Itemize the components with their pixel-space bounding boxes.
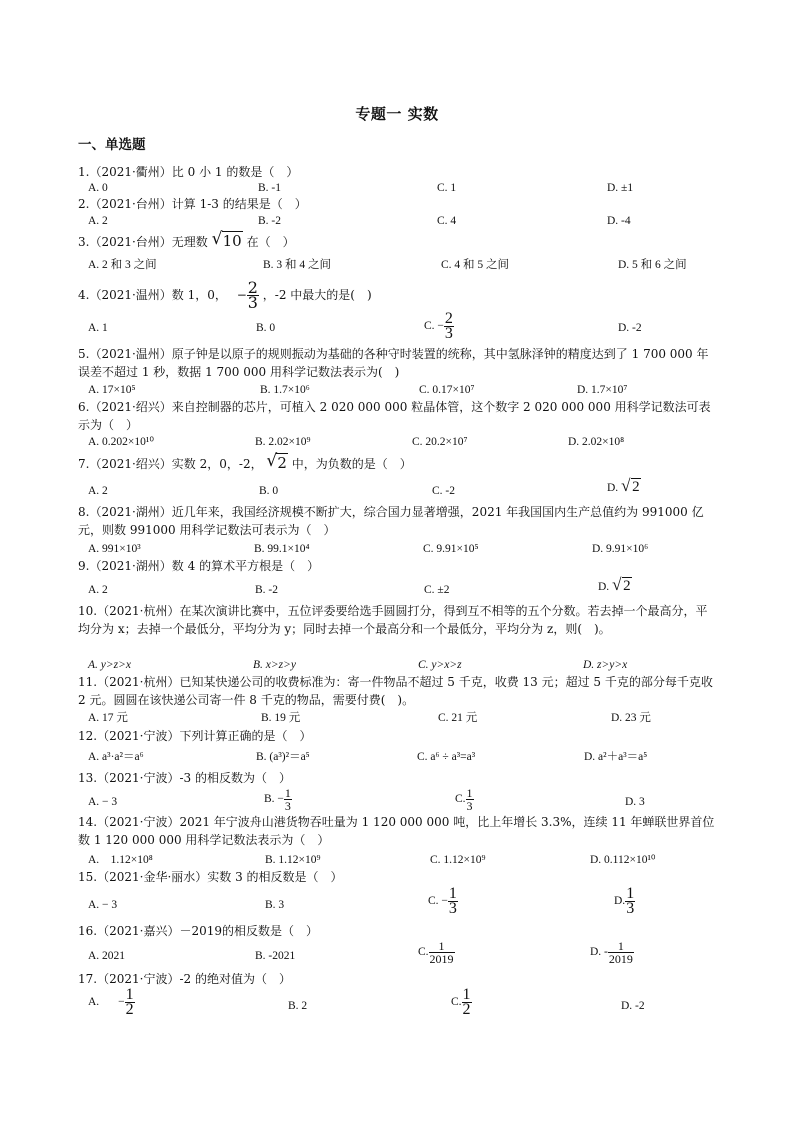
- q16-option-b: B. -2021: [255, 950, 296, 962]
- q3-text-post: 在（ ）: [246, 235, 295, 249]
- q17-option-a: [88, 988, 135, 1017]
- q15-option-d-denominator: 3: [626, 900, 635, 917]
- q17-option-d: D. -2: [621, 1000, 645, 1012]
- q16-option-c-denominator: 2019: [429, 952, 454, 966]
- q14-option-b: B. 1.12×10⁹: [265, 854, 321, 866]
- q7-option-d-radicand: 2: [632, 479, 640, 495]
- q14-option-a: A. 1.12×10⁸: [88, 854, 153, 866]
- q15-option-b: B. 3: [265, 899, 285, 911]
- q2-option-d: D. -4: [607, 215, 631, 227]
- question-10: 10.（2021·杭州）在某次演讲比赛中，五位评委要给选手圆圆打分，得到互不相等的五个分数。若去掉一个最高分，平均分为 x；去掉一个最低分，平均分为 y；同时去掉一个最高分和一个最低分，平均分为 z，则( )。: [78, 604, 708, 636]
- q4-option-a: A. 1: [88, 322, 108, 334]
- question-17: 17.（2021·宁波）-2 的绝对值为（ ）: [78, 972, 291, 986]
- page-title: 专题一 实数: [355, 105, 439, 123]
- q17-option-a-denominator: 2: [125, 1001, 134, 1018]
- q17-option-c-numerator: 1: [462, 986, 471, 1003]
- q7-option-a: A. 2: [88, 485, 108, 497]
- q6-option-b: B. 2.02×10⁹: [255, 436, 311, 448]
- q2-option-a: A. 2: [88, 215, 108, 227]
- sqrt-expression: √ 2: [612, 575, 631, 594]
- q13-option-d: D. 3: [625, 796, 645, 808]
- q4-option-b: B. 0: [256, 322, 276, 334]
- question-6: 6.（2021·绍兴）来自控制器的芯片，可植入 2 020 000 000 粒晶体管，这个数字 2 020 000 000 用科学记数法可表示为（ ）: [78, 400, 711, 432]
- question-9: 9.（2021·湖州）数 4 的算术平方根是（ ）: [78, 559, 320, 573]
- q15-option-d-numerator: 1: [626, 885, 635, 902]
- q9-option-d-prefix: D.: [598, 581, 610, 593]
- q8-option-d: D. 9.91×10⁶: [592, 543, 649, 555]
- q15-option-c-denominator: 3: [448, 900, 457, 917]
- q5-option-c: C. 0.17×10⁷: [419, 384, 475, 396]
- q8-option-a: A. 991×10³: [88, 543, 141, 555]
- q12-option-b: B. (a³)²＝a⁵: [256, 751, 310, 763]
- q17-option-a-neg: −: [118, 996, 125, 1009]
- q7-text-pre: 7.（2021·绍兴）实数 2，0，-2，: [78, 457, 263, 471]
- fraction: [284, 787, 292, 812]
- q9-option-d-radicand: 2: [623, 578, 631, 594]
- q15-option-c-numerator: 1: [448, 885, 457, 902]
- q13-option-c-denominator: 3: [466, 799, 473, 813]
- q12-option-c: C. a⁶ ÷ a³=a³: [417, 751, 476, 763]
- q10-option-d: D. z>y>x: [583, 659, 628, 671]
- q2-option-b: B. -2: [258, 215, 281, 227]
- q14-option-c: C. 1.12×10⁹: [430, 854, 486, 866]
- q10-option-c: C. y>x>z: [418, 659, 462, 671]
- q4-option-c-denominator: 3: [444, 325, 453, 342]
- q7-option-d: [607, 476, 641, 496]
- q13-option-b-prefix: B. −: [264, 793, 284, 806]
- q16-option-a: A. 2021: [88, 950, 126, 962]
- q3-radicand: 10: [222, 232, 242, 250]
- q4-option-c-numerator: 2: [444, 310, 453, 327]
- q4-denominator: 3: [247, 293, 258, 312]
- sqrt-expression: √ 10: [211, 229, 242, 250]
- q17-option-a-numerator: 1: [125, 986, 134, 1003]
- q16-option-c-prefix: C.: [418, 946, 429, 959]
- q13-option-b-denominator: 3: [284, 799, 291, 813]
- q3-option-a: A. 2 和 3 之间: [88, 259, 157, 271]
- q6-option-a: A. 0.202×10¹⁰: [88, 436, 154, 448]
- q17-option-c-denominator: 2: [462, 1001, 471, 1018]
- q17-option-b: B. 2: [288, 1000, 308, 1012]
- question-4: [78, 278, 718, 312]
- q1-option-d: D. ±1: [607, 182, 634, 194]
- q7-option-c: C. -2: [432, 485, 455, 497]
- q15-option-d-prefix: D.: [614, 895, 626, 908]
- q15-option-c: [428, 887, 458, 916]
- q6-option-d: D. 2.02×10⁸: [568, 436, 625, 448]
- fraction: [444, 312, 454, 341]
- q13-option-c-prefix: C.: [455, 793, 466, 806]
- q3-text-pre: 3.（2021·台州）无理数: [78, 235, 208, 249]
- q4-option-c: [424, 312, 454, 341]
- q15-option-d: [614, 887, 635, 916]
- q8-option-c: C. 9.91×10⁵: [423, 543, 479, 555]
- question-1: 1.（2021·衢州）比 0 小 1 的数是（ ）: [78, 165, 299, 179]
- q16-option-d-numerator: 1: [608, 940, 634, 953]
- q13-option-c-numerator: 1: [466, 786, 473, 800]
- q11-option-c: C. 21 元: [438, 712, 478, 724]
- sqrt-expression: √ 2: [266, 451, 287, 472]
- q13-option-c: [455, 787, 474, 812]
- fraction: [247, 278, 259, 312]
- q7-text-post: 中，为负数的是（ ）: [291, 457, 412, 471]
- q9-option-a: A. 2: [88, 584, 108, 596]
- question-15: 15.（2021·金华·丽水）实数 3 的相反数是（ ）: [78, 870, 343, 884]
- q4-option-d: D. -2: [618, 322, 642, 334]
- q7-option-b: B. 0: [259, 485, 279, 497]
- q10-option-a: A. y>z>x: [88, 659, 131, 671]
- fraction: [466, 787, 474, 812]
- q9-option-c: C. ±2: [424, 584, 450, 596]
- question-8: 8.（2021·湖州）近几年来，我国经济规模不断扩大，综合国力显著增强，2021 年我国国内生产总值约为 991000 亿元，则数 991000 用科学记数法可表示为（ ）: [78, 505, 704, 537]
- q5-option-a: A. 17×10⁵: [88, 384, 136, 396]
- q2-option-c: C. 4: [437, 215, 457, 227]
- q11-option-b: B. 19 元: [261, 712, 301, 724]
- q13-option-b: [264, 787, 292, 812]
- question-14: 14.（2021·宁波）2021 年宁波舟山港货物吞吐量为 1 120 000 000 吨，比上年增长 3.3%，连续 11 年蝉联世界首位数 1 120 000 000 用科学记数法表示为（ ）: [78, 815, 715, 847]
- sqrt-expression: √ 2: [621, 476, 640, 495]
- q11-option-a: A. 17 元: [88, 712, 128, 724]
- question-12: 12.（2021·宁波）下列计算正确的是（ ）: [78, 729, 312, 743]
- question-11: 11.（2021·杭州）已知某快递公司的收费标准为：寄一件物品不超过 5 千克，收费 13 元；超过 5 千克的部分每千克收 2 元。圆圆在该快递公司寄一件 8 千克的物品，需要付费( )。: [78, 675, 713, 707]
- q16-option-c: [418, 940, 455, 965]
- question-7: [78, 451, 718, 473]
- q9-option-b: B. -2: [255, 584, 278, 596]
- q1-option-b: B. -1: [258, 182, 281, 194]
- q7-option-d-prefix: D.: [607, 482, 619, 494]
- q4-numerator: 2: [247, 278, 258, 297]
- q3-option-d: D. 5 和 6 之间: [618, 259, 687, 271]
- q4-text-pre: 4.（2021·温州）数 1，0，: [78, 288, 227, 302]
- question-16: 16.（2021·嘉兴）－2019的相反数是（ ）: [78, 924, 318, 938]
- q5-option-b: B. 1.7×10⁶: [260, 384, 310, 396]
- q6-option-c: C. 20.2×10⁷: [412, 436, 468, 448]
- fraction: [448, 887, 458, 916]
- q5-option-d: D. 1.7×10⁷: [577, 384, 628, 396]
- section-heading: 一、单选题: [78, 137, 146, 153]
- q13-option-a: A. − 3: [88, 796, 118, 808]
- q3-option-b: B. 3 和 4 之间: [263, 259, 332, 271]
- q12-option-a: A. a³·a²＝a⁶: [88, 751, 144, 763]
- q16-option-c-numerator: 1: [429, 940, 455, 953]
- fraction: [125, 988, 135, 1017]
- q9-option-d: [598, 575, 632, 595]
- q16-option-d-denominator: 2019: [608, 952, 633, 966]
- q14-option-d: D. 0.112×10¹⁰: [590, 854, 656, 866]
- q15-option-a: A. − 3: [88, 899, 118, 911]
- q17-option-a-prefix: A.: [88, 996, 100, 1009]
- q16-option-d-prefix: D. -: [590, 946, 608, 959]
- q16-option-d: [590, 940, 634, 965]
- question-5: 5.（2021·温州）原子钟是以原子的规则振动为基础的各种守时装置的统称，其中氢脉泽钟的精度达到了 1 700 000 年误差不超过 1 秒，数据 1 700 000 用科学记数法表示为( ): [78, 347, 709, 379]
- q3-option-c: C. 4 和 5 之间: [441, 259, 510, 271]
- q17-option-c-prefix: C.: [451, 996, 462, 1009]
- fraction: [429, 940, 455, 965]
- q12-option-d: D. a²＋a³＝a⁵: [584, 751, 648, 763]
- q4-neg-sign: −: [236, 288, 247, 302]
- q7-radicand: 2: [277, 454, 287, 472]
- q11-option-d: D. 23 元: [611, 712, 651, 724]
- q17-option-c: [451, 988, 472, 1017]
- q13-option-b-numerator: 1: [284, 786, 291, 800]
- question-13: 13.（2021·宁波）-3 的相反数为（ ）: [78, 771, 291, 785]
- fraction: [462, 988, 472, 1017]
- fraction: [625, 887, 635, 916]
- q4-text-post: ，-2 中最大的是( ): [262, 288, 372, 302]
- question-2: 2.（2021·台州）计算 1-3 的结果是（ ）: [78, 197, 307, 211]
- q10-option-b: B. x>z>y: [253, 659, 296, 671]
- q8-option-b: B. 99.1×10⁴: [254, 543, 310, 555]
- fraction: [608, 940, 634, 965]
- q1-option-a: A. 0: [88, 182, 108, 194]
- question-3: [78, 229, 718, 251]
- q1-option-c: C. 1: [437, 182, 457, 194]
- q15-option-c-prefix: C. −: [428, 895, 448, 908]
- q4-option-c-prefix: C. −: [424, 320, 444, 333]
